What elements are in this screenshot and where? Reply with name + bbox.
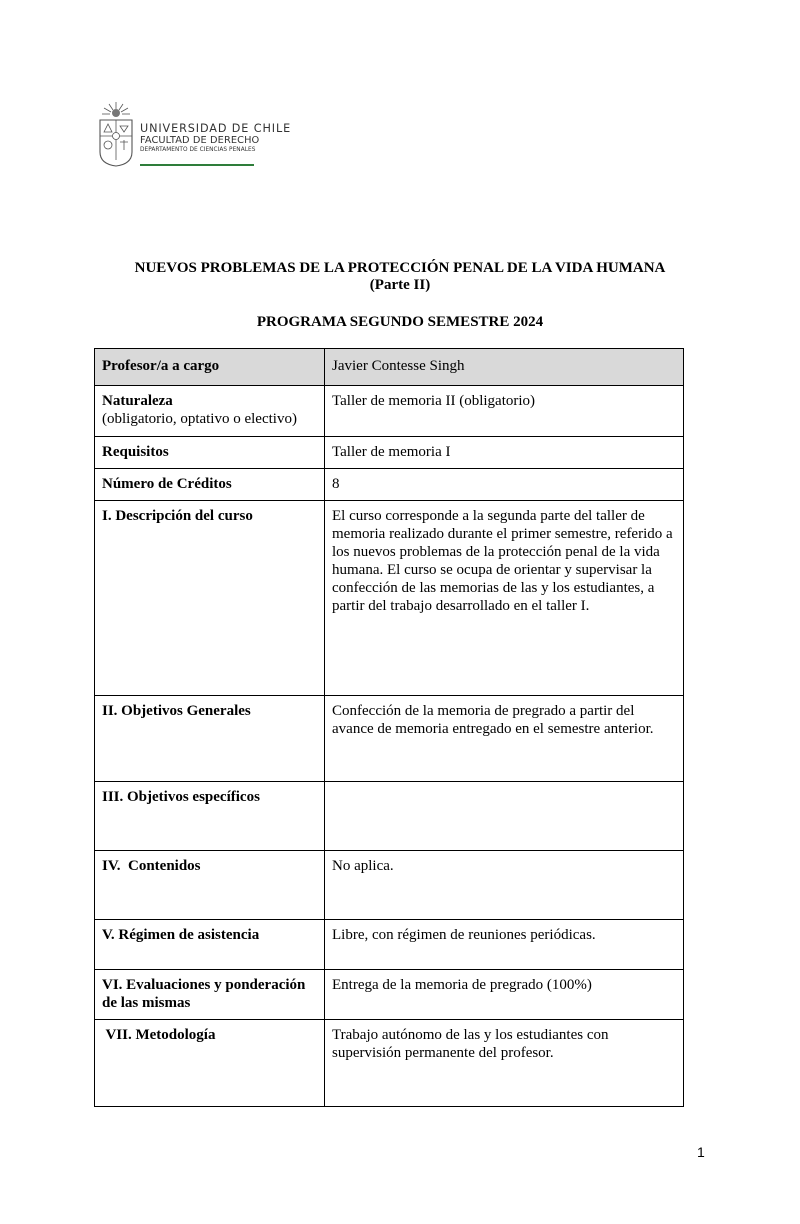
table-row xyxy=(95,386,684,437)
table-row xyxy=(95,349,684,386)
row-value: Taller de memoria II (obligatorio) xyxy=(325,386,684,437)
page-number: 1 xyxy=(697,1144,705,1160)
row-value: 8 xyxy=(325,469,684,501)
row-label: V. Régimen de asistencia xyxy=(95,920,325,970)
table-row xyxy=(95,1020,684,1107)
program-title: PROGRAMA SEGUNDO SEMESTRE 2024 xyxy=(256,314,544,330)
table-row xyxy=(95,696,684,782)
row-label: VI. Evaluaciones y ponderación de las mismas xyxy=(95,970,325,1020)
green-divider xyxy=(140,164,254,166)
university-seal-icon xyxy=(98,100,134,168)
department-name: DEPARTAMENTO DE CIENCIAS PENALES xyxy=(140,147,256,153)
row-label: Número de Créditos xyxy=(95,469,325,501)
row-value: El curso corresponde a la segunda parte del taller de memoria realizado durante el primer semestre, referido a los nuevos problemas de la protección penal de la vida humana. El curso se ocupa de orientar y supervisar la confección de las memorias de las y los estudiantes, a partir del trabajo desarrollado en el taller I. xyxy=(325,501,684,696)
row-label: II. Objetivos Generales xyxy=(95,696,325,782)
row-label: Requisitos xyxy=(95,437,325,469)
row-label xyxy=(95,386,325,437)
row-value: Entrega de la memoria de pregrado (100%) xyxy=(325,970,684,1020)
row-value: Confección de la memoria de pregrado a partir del avance de memoria entregado en el semestre anterior. xyxy=(325,696,684,782)
course-title-line2: (Parte II) xyxy=(369,277,431,293)
row-value: Javier Contesse Singh xyxy=(325,349,684,386)
row-label: I. Descripción del curso xyxy=(95,501,325,696)
university-logo xyxy=(98,100,298,170)
table-row xyxy=(95,782,684,851)
table-row xyxy=(95,970,684,1020)
course-title xyxy=(0,260,800,294)
row-label: Profesor/a a cargo xyxy=(95,349,325,386)
row-value: Trabajo autónomo de las y los estudiantes con supervisión permanente del profesor. xyxy=(325,1020,684,1107)
university-name: UNIVERSIDAD DE CHILE xyxy=(140,122,292,135)
table-row xyxy=(95,437,684,469)
row-value xyxy=(325,782,684,851)
row-label: III. Objetivos específicos xyxy=(95,782,325,851)
table-row xyxy=(95,851,684,920)
row-value: Taller de memoria I xyxy=(325,437,684,469)
row-label: IV. Contenidos xyxy=(95,851,325,920)
program-table xyxy=(94,348,684,1107)
naturaleza-sublabel: (obligatorio, optativo o electivo) xyxy=(102,411,297,427)
table-row xyxy=(95,469,684,501)
table-row xyxy=(95,920,684,970)
naturaleza-label: Naturaleza xyxy=(102,393,173,409)
row-value: No aplica. xyxy=(325,851,684,920)
row-value: Libre, con régimen de reuniones periódicas. xyxy=(325,920,684,970)
table-row xyxy=(95,501,684,696)
faculty-name: FACULTAD DE DERECHO xyxy=(140,135,260,146)
row-label: VII. Metodología xyxy=(95,1020,325,1107)
course-title-line1: NUEVOS PROBLEMAS DE LA PROTECCIÓN PENAL DE LA VIDA HUMANA xyxy=(134,260,666,276)
